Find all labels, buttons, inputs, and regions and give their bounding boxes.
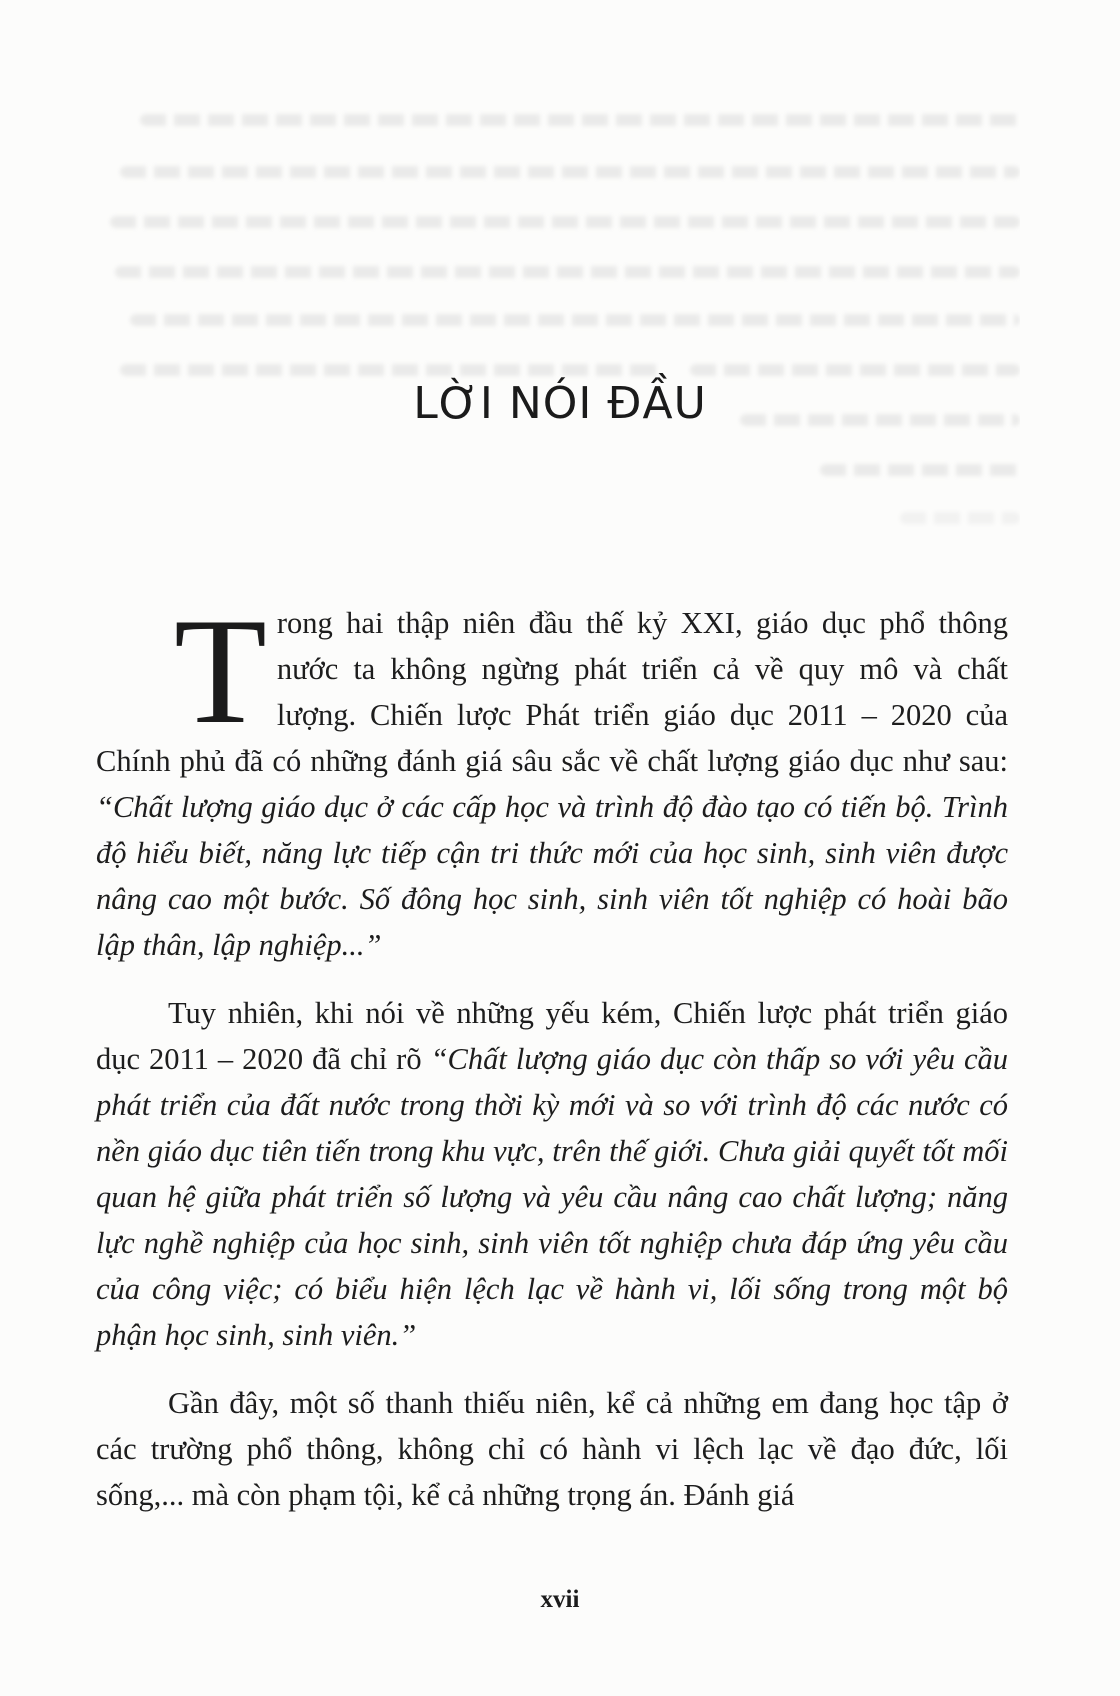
page-number: xvii [540,1586,580,1613]
show-through-line [820,464,1020,476]
show-through-line [130,314,1020,326]
paragraph-2-text: Tuy nhiên, khi nói về những yếu kém, Chiến lược phát triển giáo dục 2011 – 2020 đã chỉ rõ [96,996,1008,1076]
show-through-line [900,512,1020,524]
paragraph-3-text: Gần đây, một số thanh thiếu niên, kể cả những em đang học tập ở các trường phổ thông, không chỉ có hành vi lệch lạc về đạo đức, lối sống,... mà còn phạm tội, kể cả những trọng án. Đánh giá [96,1386,1008,1512]
paragraph-2-quote: “Chất lượng giáo dục còn thấp so với yêu cầu phát triển của đất nước trong thời kỳ mới và so với trình độ các nước có nền giáo dục tiên tiến trong khu vực, trên thế giới. Chưa giải quyết tốt mối quan hệ giữa phát triển số lượng và yêu cầu nâng cao chất lượng; năng lực nghề nghiệp của học sinh, sinh viên tốt nghiệp chưa đáp ứng yêu cầu của công việc; có biểu hiện lệch lạc về hành vi, lối sống trong một bộ phận học sinh, sinh viên.” [96,1042,1008,1352]
body-text [96,600,1008,1540]
paragraph-3 [96,1380,1008,1518]
show-through-line [140,114,1020,126]
chapter-title: LỜI NÓI ĐẦU [413,378,707,429]
drop-cap: T [174,600,267,755]
show-through-line [120,364,660,376]
paragraph-1-quote: “Chất lượng giáo dục ở các cấp học và trình độ đào tạo có tiến bộ. Trình độ hiểu biết, năng lực tiếp cận tri thức mới của học sinh, sinh viên được nâng cao một bước. Số đông học sinh, sinh viên tốt nghiệp có hoài bão lập thân, lập nghiệp...” [96,790,1008,962]
paragraph-1-text: rong hai thập niên đầu thế kỷ XXI, giáo dục phổ thông nước ta không ngừng phát triển cả về quy mô và chất lượng. Chiến lược Phát triển giáo dục 2011 – 2020 của Chính phủ đã có những đánh giá sâu sắc về chất lượng giáo dục như sau: [96,606,1008,778]
show-through-line [110,216,1020,228]
paragraph-2 [96,990,1008,1358]
show-through-line [120,166,1020,178]
reverse-page-show-through [100,108,1020,548]
paragraph-1 [96,600,1008,968]
show-through-line [115,266,1020,278]
show-through-line [690,364,1020,376]
